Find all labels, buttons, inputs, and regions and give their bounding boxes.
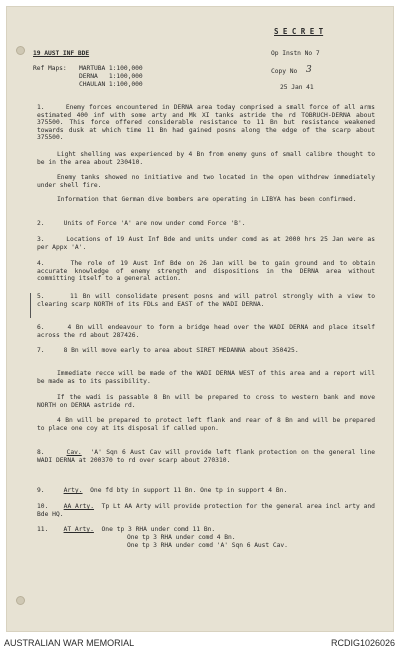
archive-footer (0, 634, 401, 653)
paragraph-9: 9. Arty. One fd bty in support 11 Bn. One tp in support 4 Bn. (37, 487, 288, 494)
paragraph-8: 8. Cav. 'A' Sqn 6 Aust Cav will provide left flank protection on the general line WADI DERNA at 200370 to rd over scarp about 270310. (37, 449, 375, 464)
ref-maps-label: Ref Maps: (33, 65, 67, 72)
paragraph-5: 5. 11 Bn will consolidate present posns and will patrol strongly with a view to clearing scarp NORTH of its FDLs and EAST of the WADI DERNA. (37, 293, 375, 308)
secret-heading: S E C R E T (274, 27, 324, 36)
punch-hole (16, 596, 25, 605)
instruction-number: Op Instn No 7 (271, 50, 320, 57)
paragraph-4: 4. The role of 19 Aust Inf Bde on 26 Jan will be to gain ground and to obtain accurate knowledge of enemy strength and dispositions in the DERNA area without committing itself to a general action. (37, 260, 375, 283)
paragraph-2: 2. Units of Force 'A' are now under comd Force 'B'. (37, 220, 246, 227)
map-3: CHAULAN 1:100,000 (79, 81, 143, 88)
paragraph-1c: Enemy tanks showed no initiative and two located in the open withdrew immediately under shell fire. (37, 174, 375, 189)
footer-record-id: RCDIG1026026 (330, 638, 395, 648)
paragraph-1d: Information that German dive bombers are operating in LIBYA has been confirmed. (57, 196, 357, 203)
paragraph-1: 1. Enemy forces encountered in DERNA area today comprised a small force of all arms estimated 400 inf with some arty and Mk XI tanks astride the rd TOBRUCH-DERNA about 375500. This force offered considerable resistance to 11 Bn but resistance weakened towards dusk at which time 11 Bn had gained posns along the edge of the scarp about 375500. (37, 104, 375, 142)
map-1: MARTUBA 1:100,000 (79, 65, 143, 72)
footer-archive-name: AUSTRALIAN WAR MEMORIAL (4, 638, 135, 648)
document-page (6, 6, 394, 632)
unit-title: 19 AUST INF BDE (33, 50, 90, 57)
paragraph-1b: Light shelling was experienced by 4 Bn from enemy guns of small calibre thought to be in the area about 230410. (37, 151, 375, 166)
paragraph-11-line-2: One tp 3 RHA under comd 4 Bn. (127, 534, 236, 541)
paragraph-11: 11. AT Arty. One tp 3 RHA under comd 11 Bn. (37, 526, 216, 533)
paragraph-7d: 4 Bn will be prepared to protect left flank and rear of 8 Bn and will be prepared to place one coy at its disposal if called upon. (37, 417, 375, 432)
copy-label: Copy No (271, 68, 298, 75)
document-date: 25 Jan 41 (280, 84, 314, 91)
paragraph-7c: If the wadi is passable 8 Bn will be prepared to cross to western bank and move NORTH on DERNA astride rd. (37, 394, 375, 409)
paragraph-11-line-3: One tp 3 RHA under comd 'A' Sqn 6 Aust Cav. (127, 542, 288, 549)
paragraph-3: 3. Locations of 19 Aust Inf Bde and units under comd as at 2000 hrs 25 Jan were as per Appx 'A'. (37, 236, 375, 251)
punch-hole (16, 46, 25, 55)
copy-number: 3 (306, 65, 312, 75)
paragraph-7b: Immediate recce will be made of the WADI DERNA WEST of this area and a report will be made as to its passibility. (37, 370, 375, 385)
map-2: DERNA 1:100,000 (79, 73, 143, 80)
paragraph-6: 6. 4 Bn will endeavour to form a bridge head over the WADI DERNA and place itself across the rd about 287426. (37, 324, 375, 339)
margin-mark (30, 293, 31, 318)
paragraph-7: 7. 8 Bn will move early to area about SIRET MEDANNA about 350425. (37, 347, 299, 354)
paragraph-10: 10. AA Arty. Tp Lt AA Arty will provide protection for the general area incl arty and Bde HQ. (37, 503, 375, 518)
